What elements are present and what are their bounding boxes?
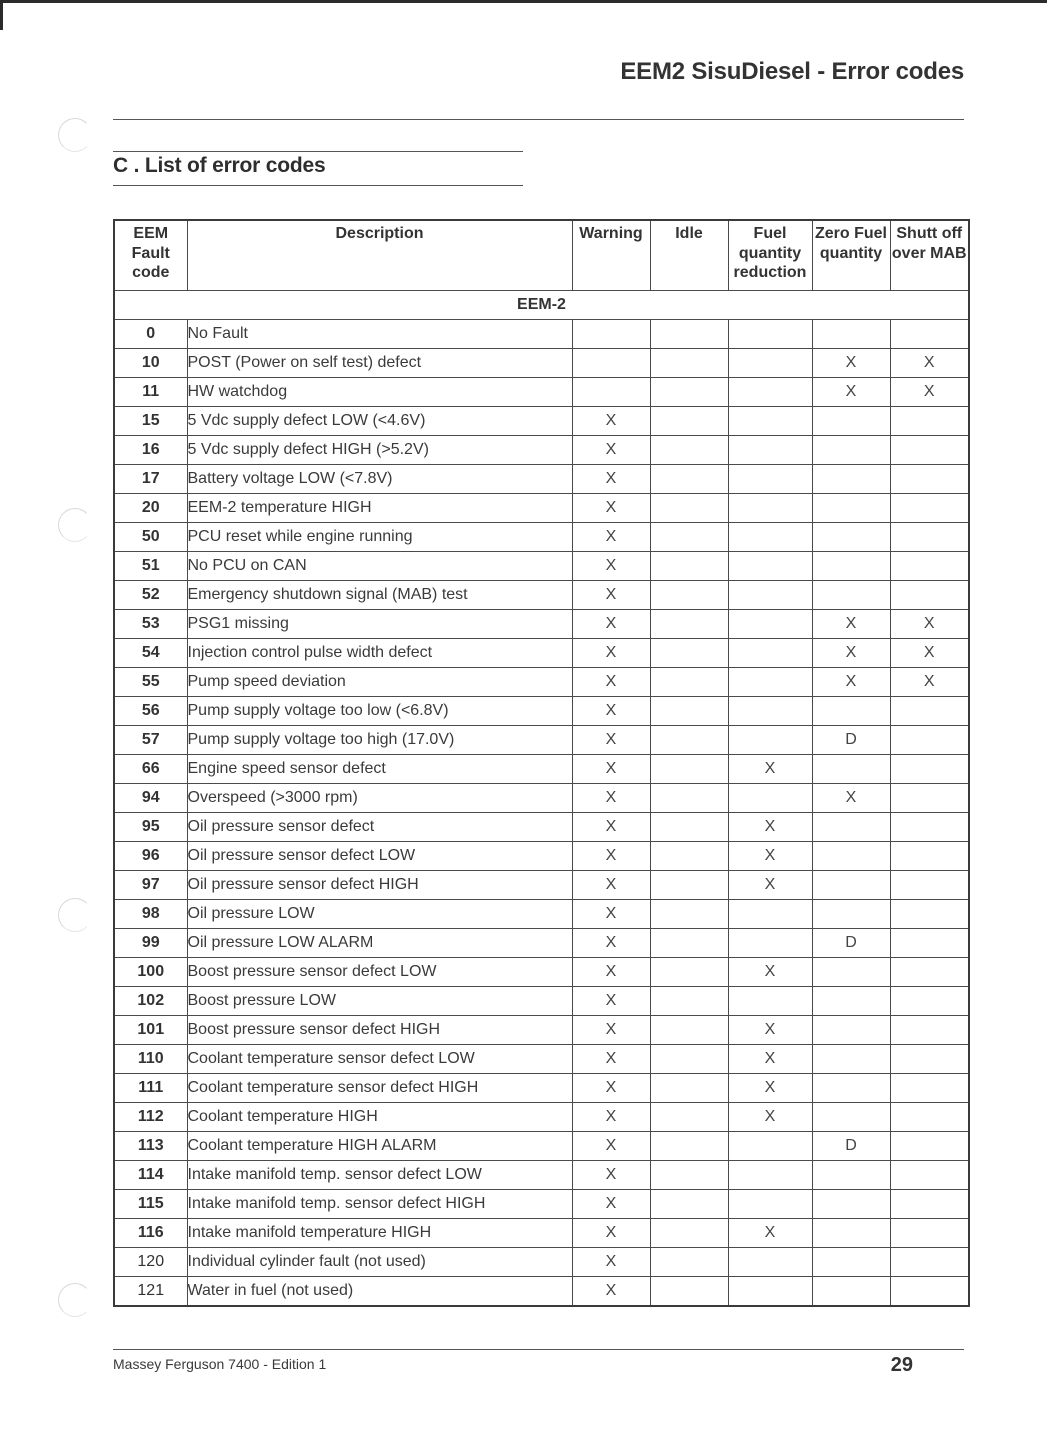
idle-cell <box>650 1016 728 1045</box>
fault-code-cell: 110 <box>114 1045 187 1074</box>
table-row <box>114 1074 969 1103</box>
zero-fuel-cell <box>812 552 890 581</box>
fault-code-cell: 113 <box>114 1132 187 1161</box>
warning-cell: X <box>572 1161 650 1190</box>
shutoff-cell <box>890 1190 969 1219</box>
table-row <box>114 494 969 523</box>
warning-cell: X <box>572 465 650 494</box>
fault-code-cell: 112 <box>114 1103 187 1132</box>
fuel-reduction-cell <box>728 784 812 813</box>
fuel-reduction-cell <box>728 552 812 581</box>
zero-fuel-cell <box>812 1161 890 1190</box>
description-cell: Coolant temperature HIGH <box>187 1103 572 1132</box>
idle-cell <box>650 1248 728 1277</box>
table-row <box>114 610 969 639</box>
idle-cell <box>650 523 728 552</box>
fault-code-cell: 16 <box>114 436 187 465</box>
fuel-reduction-cell <box>728 1248 812 1277</box>
table-row <box>114 1161 969 1190</box>
shutoff-cell <box>890 581 969 610</box>
scan-top-edge <box>0 0 1047 3</box>
description-cell: Intake manifold temp. sensor defect LOW <box>187 1161 572 1190</box>
column-header-shutoff-over-mab: Shutt off over MAB <box>890 220 969 291</box>
idle-cell <box>650 494 728 523</box>
description-cell: Water in fuel (not used) <box>187 1277 572 1307</box>
zero-fuel-cell: X <box>812 349 890 378</box>
table-row <box>114 958 969 987</box>
description-cell: PSG1 missing <box>187 610 572 639</box>
zero-fuel-cell <box>812 320 890 349</box>
table-row <box>114 378 969 407</box>
column-header-warning: Warning <box>572 220 650 291</box>
fault-code-cell: 10 <box>114 349 187 378</box>
shutoff-cell <box>890 987 969 1016</box>
description-cell: Oil pressure LOW <box>187 900 572 929</box>
idle-cell <box>650 1074 728 1103</box>
description-cell: No PCU on CAN <box>187 552 572 581</box>
footer-text: Massey Ferguson 7400 - Edition 1 <box>113 1356 327 1372</box>
idle-cell <box>650 813 728 842</box>
shutoff-cell <box>890 726 969 755</box>
table-row <box>114 1103 969 1132</box>
fuel-reduction-cell <box>728 494 812 523</box>
warning-cell: X <box>572 407 650 436</box>
warning-cell: X <box>572 842 650 871</box>
table-row <box>114 726 969 755</box>
fuel-reduction-cell <box>728 1161 812 1190</box>
column-header-fuel-quantity-reduction: Fuel quantity reduction <box>728 220 812 291</box>
description-cell: Oil pressure sensor defect HIGH <box>187 871 572 900</box>
table-row <box>114 320 969 349</box>
zero-fuel-cell <box>812 958 890 987</box>
punch-hole-mark <box>58 118 92 152</box>
description-cell: Overspeed (>3000 rpm) <box>187 784 572 813</box>
shutoff-cell <box>890 436 969 465</box>
warning-cell: X <box>572 1103 650 1132</box>
shutoff-cell <box>890 407 969 436</box>
fault-code-cell: 55 <box>114 668 187 697</box>
fuel-reduction-cell <box>728 1277 812 1307</box>
description-cell: Pump supply voltage too high (17.0V) <box>187 726 572 755</box>
zero-fuel-cell <box>812 900 890 929</box>
idle-cell <box>650 958 728 987</box>
fault-code-cell: 115 <box>114 1190 187 1219</box>
shutoff-cell: X <box>890 610 969 639</box>
shutoff-cell <box>890 755 969 784</box>
description-cell: Boost pressure sensor defect HIGH <box>187 1016 572 1045</box>
warning-cell: X <box>572 1190 650 1219</box>
fault-code-cell: 52 <box>114 581 187 610</box>
zero-fuel-cell <box>812 871 890 900</box>
idle-cell <box>650 842 728 871</box>
fault-code-cell: 51 <box>114 552 187 581</box>
fault-code-cell: 96 <box>114 842 187 871</box>
idle-cell <box>650 987 728 1016</box>
table-row <box>114 813 969 842</box>
fault-code-cell: 100 <box>114 958 187 987</box>
zero-fuel-cell <box>812 1074 890 1103</box>
idle-cell <box>650 581 728 610</box>
zero-fuel-cell <box>812 436 890 465</box>
zero-fuel-cell <box>812 1190 890 1219</box>
fuel-reduction-cell <box>728 1190 812 1219</box>
zero-fuel-cell <box>812 407 890 436</box>
description-cell: HW watchdog <box>187 378 572 407</box>
zero-fuel-cell: X <box>812 639 890 668</box>
table-row <box>114 900 969 929</box>
warning-cell: X <box>572 552 650 581</box>
description-cell: Intake manifold temp. sensor defect HIGH <box>187 1190 572 1219</box>
idle-cell <box>650 1190 728 1219</box>
description-cell: POST (Power on self test) defect <box>187 349 572 378</box>
zero-fuel-cell <box>812 755 890 784</box>
warning-cell: X <box>572 639 650 668</box>
header-divider <box>113 119 964 120</box>
fault-code-cell: 114 <box>114 1161 187 1190</box>
warning-cell: X <box>572 697 650 726</box>
zero-fuel-cell: D <box>812 1132 890 1161</box>
idle-cell <box>650 784 728 813</box>
table-row <box>114 1219 969 1248</box>
warning-cell: X <box>572 929 650 958</box>
fault-code-cell: 57 <box>114 726 187 755</box>
table-row <box>114 987 969 1016</box>
column-header-description: Description <box>187 220 572 291</box>
shutoff-cell <box>890 958 969 987</box>
shutoff-cell <box>890 929 969 958</box>
page-title: EEM2 SisuDiesel - Error codes <box>620 58 964 85</box>
fault-code-cell: 53 <box>114 610 187 639</box>
fault-code-cell: 56 <box>114 697 187 726</box>
idle-cell <box>650 871 728 900</box>
fuel-reduction-cell <box>728 668 812 697</box>
fault-code-cell: 66 <box>114 755 187 784</box>
fuel-reduction-cell: X <box>728 842 812 871</box>
fuel-reduction-cell <box>728 523 812 552</box>
warning-cell <box>572 378 650 407</box>
description-cell: Engine speed sensor defect <box>187 755 572 784</box>
table-row <box>114 465 969 494</box>
warning-cell: X <box>572 436 650 465</box>
table-row <box>114 1277 969 1307</box>
warning-cell: X <box>572 1074 650 1103</box>
zero-fuel-cell <box>812 465 890 494</box>
table-row <box>114 668 969 697</box>
shutoff-cell <box>890 1161 969 1190</box>
warning-cell: X <box>572 987 650 1016</box>
zero-fuel-cell <box>812 1277 890 1307</box>
zero-fuel-cell <box>812 581 890 610</box>
fuel-reduction-cell <box>728 581 812 610</box>
idle-cell <box>650 1045 728 1074</box>
description-cell: Oil pressure sensor defect <box>187 813 572 842</box>
shutoff-cell <box>890 1103 969 1132</box>
shutoff-cell: X <box>890 349 969 378</box>
fault-code-cell: 94 <box>114 784 187 813</box>
table-row <box>114 407 969 436</box>
warning-cell: X <box>572 726 650 755</box>
zero-fuel-cell: X <box>812 378 890 407</box>
shutoff-cell <box>890 1248 969 1277</box>
zero-fuel-cell: D <box>812 726 890 755</box>
idle-cell <box>650 610 728 639</box>
fuel-reduction-cell <box>728 407 812 436</box>
table-row <box>114 1016 969 1045</box>
fuel-reduction-cell: X <box>728 755 812 784</box>
idle-cell <box>650 1132 728 1161</box>
shutoff-cell <box>890 1016 969 1045</box>
fault-code-cell: 11 <box>114 378 187 407</box>
table-row <box>114 755 969 784</box>
zero-fuel-cell: D <box>812 929 890 958</box>
table-row <box>114 842 969 871</box>
idle-cell <box>650 1161 728 1190</box>
fuel-reduction-cell: X <box>728 1016 812 1045</box>
shutoff-cell <box>890 523 969 552</box>
shutoff-cell <box>890 465 969 494</box>
description-cell: Individual cylinder fault (not used) <box>187 1248 572 1277</box>
shutoff-cell <box>890 1045 969 1074</box>
fuel-reduction-cell: X <box>728 1045 812 1074</box>
fault-code-cell: 95 <box>114 813 187 842</box>
warning-cell: X <box>572 755 650 784</box>
warning-cell <box>572 320 650 349</box>
idle-cell <box>650 465 728 494</box>
page-number: 29 <box>890 1354 913 1376</box>
idle-cell <box>650 1219 728 1248</box>
zero-fuel-cell <box>812 494 890 523</box>
fuel-reduction-cell <box>728 320 812 349</box>
fuel-reduction-cell: X <box>728 1074 812 1103</box>
zero-fuel-cell <box>812 1016 890 1045</box>
zero-fuel-cell: X <box>812 610 890 639</box>
idle-cell <box>650 900 728 929</box>
shutoff-cell <box>890 494 969 523</box>
table-row <box>114 349 969 378</box>
table-row <box>114 552 969 581</box>
fuel-reduction-cell <box>728 610 812 639</box>
shutoff-cell <box>890 1219 969 1248</box>
idle-cell <box>650 378 728 407</box>
shutoff-cell <box>890 784 969 813</box>
zero-fuel-cell <box>812 813 890 842</box>
idle-cell <box>650 639 728 668</box>
fuel-reduction-cell <box>728 639 812 668</box>
idle-cell <box>650 726 728 755</box>
zero-fuel-cell <box>812 523 890 552</box>
warning-cell: X <box>572 1016 650 1045</box>
warning-cell: X <box>572 813 650 842</box>
shutoff-cell <box>890 1277 969 1307</box>
shutoff-cell <box>890 871 969 900</box>
fault-code-cell: 99 <box>114 929 187 958</box>
description-cell: Boost pressure LOW <box>187 987 572 1016</box>
fuel-reduction-cell <box>728 726 812 755</box>
zero-fuel-cell <box>812 697 890 726</box>
description-cell: Oil pressure sensor defect LOW <box>187 842 572 871</box>
description-cell: Coolant temperature sensor defect HIGH <box>187 1074 572 1103</box>
fault-code-cell: 17 <box>114 465 187 494</box>
fault-code-cell: 50 <box>114 523 187 552</box>
description-cell: PCU reset while engine running <box>187 523 572 552</box>
description-cell: Coolant temperature HIGH ALARM <box>187 1132 572 1161</box>
fuel-reduction-cell <box>728 697 812 726</box>
idle-cell <box>650 929 728 958</box>
description-cell: Injection control pulse width defect <box>187 639 572 668</box>
column-header-fault-code: EEM Fault code <box>114 220 187 291</box>
fuel-reduction-cell: X <box>728 1219 812 1248</box>
table-row <box>114 581 969 610</box>
shutoff-cell <box>890 552 969 581</box>
fault-code-cell: 0 <box>114 320 187 349</box>
description-cell: No Fault <box>187 320 572 349</box>
idle-cell <box>650 407 728 436</box>
warning-cell: X <box>572 1248 650 1277</box>
idle-cell <box>650 1277 728 1307</box>
table-row <box>114 1132 969 1161</box>
fault-code-cell: 116 <box>114 1219 187 1248</box>
warning-cell: X <box>572 494 650 523</box>
zero-fuel-cell <box>812 1248 890 1277</box>
fuel-reduction-cell <box>728 1132 812 1161</box>
description-cell: 5 Vdc supply defect HIGH (>5.2V) <box>187 436 572 465</box>
shutoff-cell <box>890 813 969 842</box>
warning-cell: X <box>572 668 650 697</box>
idle-cell <box>650 755 728 784</box>
description-cell: Pump speed deviation <box>187 668 572 697</box>
table-row <box>114 929 969 958</box>
table-row <box>114 871 969 900</box>
description-cell: Pump supply voltage too low (<6.8V) <box>187 697 572 726</box>
fuel-reduction-cell <box>728 987 812 1016</box>
description-cell: 5 Vdc supply defect LOW (<4.6V) <box>187 407 572 436</box>
warning-cell: X <box>572 1045 650 1074</box>
description-cell: Coolant temperature sensor defect LOW <box>187 1045 572 1074</box>
idle-cell <box>650 349 728 378</box>
shutoff-cell: X <box>890 668 969 697</box>
punch-hole-mark <box>58 1283 92 1317</box>
warning-cell: X <box>572 784 650 813</box>
idle-cell <box>650 1103 728 1132</box>
description-cell: Intake manifold temperature HIGH <box>187 1219 572 1248</box>
shutoff-cell <box>890 1074 969 1103</box>
fuel-reduction-cell: X <box>728 871 812 900</box>
fuel-reduction-cell: X <box>728 813 812 842</box>
section-title: C . List of error codes <box>113 154 326 177</box>
footer-divider <box>113 1349 964 1350</box>
fault-code-cell: 54 <box>114 639 187 668</box>
warning-cell: X <box>572 581 650 610</box>
table-row <box>114 784 969 813</box>
shutoff-cell <box>890 900 969 929</box>
idle-cell <box>650 697 728 726</box>
description-cell: Battery voltage LOW (<7.8V) <box>187 465 572 494</box>
punch-hole-mark <box>58 898 92 932</box>
warning-cell: X <box>572 958 650 987</box>
fault-code-cell: 98 <box>114 900 187 929</box>
table-header-row <box>114 220 969 291</box>
warning-cell: X <box>572 900 650 929</box>
zero-fuel-cell <box>812 842 890 871</box>
table-row <box>114 1190 969 1219</box>
column-header-zero-fuel-quantity: Zero Fuel quantity <box>812 220 890 291</box>
shutoff-cell: X <box>890 639 969 668</box>
table-row <box>114 436 969 465</box>
warning-cell: X <box>572 1219 650 1248</box>
zero-fuel-cell <box>812 1045 890 1074</box>
warning-cell: X <box>572 610 650 639</box>
group-label: EEM-2 <box>114 291 969 320</box>
warning-cell: X <box>572 871 650 900</box>
fuel-reduction-cell <box>728 929 812 958</box>
table-row <box>114 639 969 668</box>
table-row <box>114 1248 969 1277</box>
shutoff-cell <box>890 320 969 349</box>
fault-code-cell: 121 <box>114 1277 187 1307</box>
zero-fuel-cell: X <box>812 668 890 697</box>
shutoff-cell <box>890 842 969 871</box>
description-cell: Boost pressure sensor defect LOW <box>187 958 572 987</box>
shutoff-cell <box>890 697 969 726</box>
fault-code-cell: 20 <box>114 494 187 523</box>
fault-code-cell: 102 <box>114 987 187 1016</box>
zero-fuel-cell: X <box>812 784 890 813</box>
description-cell: Oil pressure LOW ALARM <box>187 929 572 958</box>
idle-cell <box>650 320 728 349</box>
fuel-reduction-cell <box>728 465 812 494</box>
zero-fuel-cell <box>812 1219 890 1248</box>
shutoff-cell <box>890 1132 969 1161</box>
warning-cell: X <box>572 1132 650 1161</box>
fuel-reduction-cell <box>728 378 812 407</box>
fault-code-cell: 111 <box>114 1074 187 1103</box>
description-cell: Emergency shutdown signal (MAB) test <box>187 581 572 610</box>
section-heading <box>113 151 523 186</box>
warning-cell: X <box>572 1277 650 1307</box>
fuel-reduction-cell <box>728 436 812 465</box>
fault-code-cell: 120 <box>114 1248 187 1277</box>
error-codes-table <box>113 219 970 1307</box>
zero-fuel-cell <box>812 987 890 1016</box>
idle-cell <box>650 552 728 581</box>
fuel-reduction-cell: X <box>728 958 812 987</box>
group-row <box>114 291 969 320</box>
fuel-reduction-cell <box>728 900 812 929</box>
fault-code-cell: 15 <box>114 407 187 436</box>
fuel-reduction-cell <box>728 349 812 378</box>
punch-hole-mark <box>58 508 92 542</box>
scan-left-edge <box>0 0 3 30</box>
table-row <box>114 697 969 726</box>
fault-code-cell: 101 <box>114 1016 187 1045</box>
warning-cell: X <box>572 523 650 552</box>
fault-code-cell: 97 <box>114 871 187 900</box>
description-cell: EEM-2 temperature HIGH <box>187 494 572 523</box>
warning-cell <box>572 349 650 378</box>
idle-cell <box>650 668 728 697</box>
table-row <box>114 1045 969 1074</box>
zero-fuel-cell <box>812 1103 890 1132</box>
idle-cell <box>650 436 728 465</box>
fuel-reduction-cell: X <box>728 1103 812 1132</box>
table-row <box>114 523 969 552</box>
shutoff-cell: X <box>890 378 969 407</box>
column-header-idle: Idle <box>650 220 728 291</box>
